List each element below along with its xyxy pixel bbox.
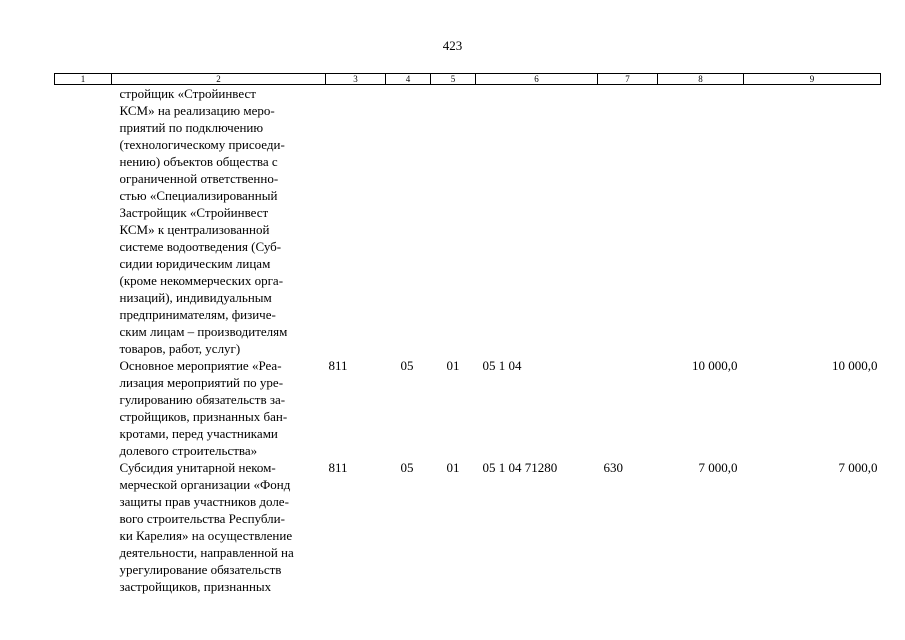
- row-ministry-code: 811: [328, 460, 348, 475]
- column-header-3: 3: [326, 74, 386, 85]
- row-target-code: 05 1 04: [482, 358, 522, 373]
- row-expense-type: [598, 85, 658, 358]
- page-number: 423: [442, 38, 463, 53]
- row-amount-col9: 10 000,0: [832, 358, 878, 373]
- column-number-row: [55, 74, 881, 85]
- row-target-code: 05 1 04 71280: [482, 460, 558, 475]
- column-header-8: 8: [658, 74, 744, 85]
- row-amount-col8: 7 000,0: [698, 460, 738, 475]
- row-section-code: 05: [400, 460, 414, 475]
- table-header: [55, 74, 881, 85]
- column-header-6: 6: [476, 74, 598, 85]
- row-amount-col8: [658, 85, 744, 358]
- column-header-4: 4: [386, 74, 431, 85]
- row-subsection-code: 01: [446, 460, 460, 475]
- row-amount-col9: 7 000,0: [838, 460, 878, 475]
- table-body: [55, 85, 881, 596]
- row-cell-1: [55, 85, 112, 358]
- row-ministry-code: 811: [328, 358, 348, 373]
- row-ministry-code: [326, 85, 386, 358]
- table-row: [55, 357, 881, 459]
- row-description: Субсидия унитарной неком- мерческой организации «Фонд защиты прав участников доле- вого строительства Республи- ки Карелия» на осуществление деятельности, направленной на урегулирование обязательств застройщиков, признанных: [119, 460, 294, 594]
- column-header-2: 2: [112, 74, 326, 85]
- row-cell-1: [55, 459, 112, 595]
- row-subsection-code: 01: [446, 358, 460, 373]
- row-cell-1: [55, 357, 112, 459]
- row-expense-type: 630: [603, 460, 623, 475]
- row-description: Основное мероприятие «Реа- лизация мероприятий по уре- гулированию обязательств за- стройщиков, признанных бан- кротами, перед участниками долевого строительства»: [119, 358, 288, 458]
- row-target-code: [476, 85, 598, 358]
- row-amount-col9: [744, 85, 881, 358]
- row-section-code: 05: [400, 358, 414, 373]
- column-header-5: 5: [431, 74, 476, 85]
- row-section-code: [386, 85, 431, 358]
- row-subsection-code: [431, 85, 476, 358]
- table-row: [55, 85, 881, 358]
- column-header-1: 1: [55, 74, 112, 85]
- budget-table: [54, 73, 881, 595]
- row-description: стройщик «Стройинвест КСМ» на реализацию меро- приятий по подключению (технологическому присоеди- нению) объектов общества с ограниченной ответственно- стью «Специализированный Застройщик «Стройинвест КСМ» к централизованной системе водоотведения (Суб- сидии юридическим лицам (кроме некоммерческих орга- низаций), индивидуальным предпринимателям, физиче- ским лицам – производителям товаров, работ, услуг): [119, 86, 288, 356]
- row-expense-type: [598, 357, 658, 459]
- column-header-7: 7: [598, 74, 658, 85]
- row-amount-col8: 10 000,0: [692, 358, 738, 373]
- table-row: [55, 459, 881, 595]
- column-header-9: 9: [744, 74, 881, 85]
